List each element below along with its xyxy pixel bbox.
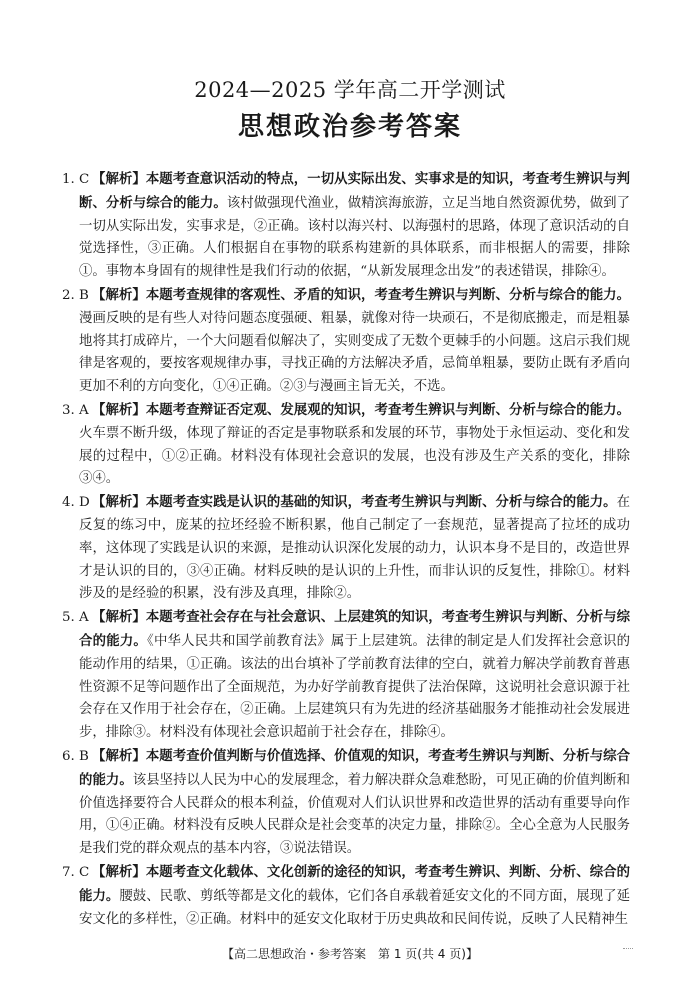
answer-item <box>62 606 630 745</box>
question-number: 7. C <box>62 864 90 880</box>
analysis-lead: 本题考查文化载体、文化创新的途径的知识，考查考生辨识、判断、分析、综合的能力。 <box>79 863 630 904</box>
page-footer: 【高二思想政治・参考答案 第 1 页(共 4 页)】 <box>222 947 478 961</box>
analysis-lead: 本题考查价值判断与价值选择、价值观的知识，考查考生辨识与判断、分析与综合的能力。 <box>79 747 630 788</box>
analysis-body: 《中华人民共和国学前教育法》属于上层建筑。法律的制定是人们发挥社会意识的能动作用的结果，①正确。该法的出台填补了学前教育法律的空白，就着力解决学前教育普惠性资源不足等问题作出了全面规范，为办好学前教育提供了法治保障，这说明社会意识源于社会存在又作用于社会存在，②正确。上层建筑只有为先进的经济基础服务才能推动社会发展进步，排除③。材料没有体现社会意识超前于社会存在，排除④。 <box>79 633 630 741</box>
answer-item <box>62 491 630 606</box>
analysis-body: 漫画反映的是有些人对待问题态度强硬、粗暴，就像对待一块顽石，不是彻底搬走，而是粗暴地将其打成碎片，一个大问题看似解决了，实则变成了无数个更棘手的小问题。这启示我们规律是客观的，要按客观规律办事，寻找正确的方法解决矛盾，忌简单粗暴，要防止既有矛盾向更加不利的方向变化，①④正确。②③与漫画主旨无关，不选。 <box>79 310 630 395</box>
analysis-tag: 【解析】 <box>92 609 146 626</box>
answer-item <box>62 399 630 491</box>
question-number: 5. A <box>62 610 89 626</box>
answer-item <box>62 861 631 931</box>
analysis-body: 该县坚持以人民为中心的发展理念，着力解决群众急难愁盼，可见正确的价值判断和价值选择要符合人民群众的根本利益，价值观对人们认识世界和改造世界的活动有重要导向作用，①④正确。材料没有反映人民群众是社会变革的决定力量，排除②。全心全意为人民服务是我们党的群众观点的基本内容，③说法错误。 <box>79 772 631 857</box>
answer-item <box>62 168 630 284</box>
analysis-lead: 本题考查社会存在与社会意识、上层建筑的知识，考查考生辨识与判断、分析与综合的能力。 <box>79 609 630 649</box>
analysis-body: 在反复的练习中，庞某的拉坯经验不断积累，他自己制定了一套规范，显著提高了拉坯的成功率，这体现了实践是认识的来源，是推动认识深化发展的动力，认识本身不是目的，改造世界才是认识的目的，③④正确。材料反映的是认识的上升性，而非认识的反复性，排除①。材料涉及的是经验的积累，没有涉及真理，排除②。 <box>79 495 630 602</box>
analysis-lead: 本题考查辩证否定观、发展观的知识，考查考生辨识与判断、分析与综合的能力。 <box>145 401 630 418</box>
exam-title: 2024—2025 学年高二开学测试 <box>194 78 506 102</box>
analysis-lead: 本题考查意识活动的特点，一切从实际出发、实事求是的知识，考查考生辨识与判断、分析与综合的能力。 <box>79 171 630 211</box>
answer-item <box>62 284 630 399</box>
analysis-tag: 【解析】 <box>92 286 146 303</box>
corner-mark <box>623 948 633 950</box>
analysis-tag: 【解析】 <box>92 171 146 187</box>
analysis-tag: 【解析】 <box>92 747 146 764</box>
answer-item <box>62 745 631 861</box>
question-number: 4. D <box>62 495 90 511</box>
analysis-lead: 本题考查规律的客观性、矛盾的知识，考查考生辨识与判断、分析与综合的能力。 <box>145 286 630 303</box>
question-number: 3. A <box>62 402 89 418</box>
analysis-body: 腰鼓、民歌、剪纸等都是文化的载体，它们各自承载着延安文化的不同方面，展现了延安文化的多样性，②正确。材料中的延安文化取材于历史典故和民间传说，反映了人民精神生 <box>79 888 631 927</box>
question-number: 2. B <box>62 287 89 303</box>
analysis-body: 该村做强现代渔业，做精滨海旅游，立足当地自然资源优势，做到了一切从实际出发，实事求是，②正确。该村以海兴村、以海强村的思路，体现了意识活动的自觉选择性，③正确。人们根据自在事物的联系构建新的具体联系，而非根据人的需要，排除①。事物本身固有的规律性是我们行动的依据，“从新发展理念出发”的表述错误，排除④。 <box>79 195 630 280</box>
question-number: 6. B <box>62 748 89 764</box>
analysis-body: 火车票不断升级，体现了辩证的否定是事物联系和发展的环节，事物处于永恒运动、变化和发展的过程中，①②正确。材料没有体现社会意识的发展，也没有涉及生产关系的变化，排除③④。 <box>79 425 630 487</box>
analysis-tag: 【解析】 <box>92 863 146 880</box>
analysis-tag: 【解析】 <box>92 494 146 511</box>
answer-key-title: 思想政治参考答案 <box>237 112 462 142</box>
analysis-tag: 【解析】 <box>92 401 146 418</box>
analysis-lead: 本题考查实践是认识的基础的知识，考查考生辨识与判断、分析与综合的能力。 <box>145 494 617 511</box>
question-number: 1. C <box>62 172 90 187</box>
answer-list <box>62 168 631 931</box>
